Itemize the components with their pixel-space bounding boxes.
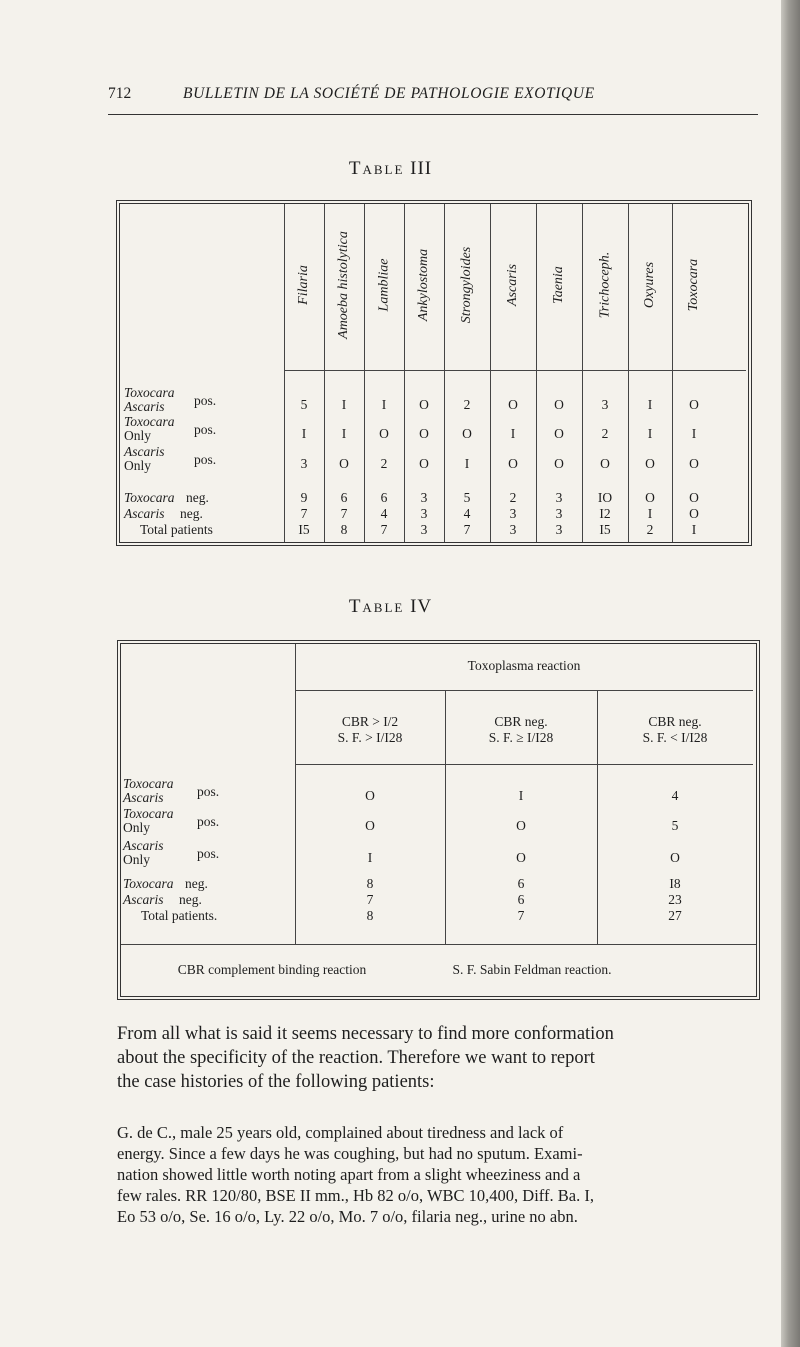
table3-cell: O	[339, 456, 349, 471]
table3-cell: I	[510, 426, 516, 441]
table3-cell: I	[647, 506, 653, 521]
table3-cell: O	[689, 506, 699, 521]
table3-col-header-text: Toxocara	[686, 258, 702, 312]
paragraph-2-line: few rales. RR 120/80, BSE II mm., Hb 82 o/o, WBC 10,400, Diff. Ba. I,	[117, 1186, 594, 1205]
table3-title	[0, 158, 781, 180]
table4-row-label-b: Only	[123, 820, 150, 835]
table3-row-label-a: Ascaris	[124, 506, 165, 521]
table3-col-header	[284, 200, 324, 370]
table3-col-header-text: Lambliae	[376, 258, 392, 312]
table3-cell: O	[379, 426, 389, 441]
table4-cell: I	[367, 850, 373, 865]
table3-col-header-text: Filaria	[295, 265, 311, 305]
table3-cell: 2	[380, 456, 388, 471]
table4-cell: 6	[517, 876, 525, 891]
table4-cell: O	[365, 818, 375, 833]
table4-cell: O	[516, 818, 526, 833]
table3-cell: 2	[601, 426, 609, 441]
paragraph-1	[117, 1022, 767, 1094]
table3-row-label-a: Ascaris	[124, 444, 165, 459]
table3-cell: I	[301, 426, 307, 441]
table3-cell: I	[647, 397, 653, 412]
table3-col-header-text: Trichoceph.	[597, 251, 612, 319]
table4-row-label-a: Toxocara	[123, 776, 174, 791]
table3-cell: I	[341, 397, 347, 412]
table3-cell: 6	[380, 490, 388, 505]
table4-row-suffix: pos.	[197, 814, 220, 829]
paragraph-2	[117, 1122, 767, 1227]
table3-cell: 9	[300, 490, 308, 505]
table3-col-header	[404, 200, 444, 370]
table3-col-header	[628, 200, 672, 370]
page-edge-shadow	[781, 0, 800, 1347]
table4-row-label-a: Ascaris	[123, 838, 164, 853]
table3-cell: O	[462, 426, 472, 441]
table4-footnote-right: S. F. Sabin Feldman reaction.	[452, 962, 612, 977]
table3-row-label-b: Ascaris	[124, 399, 165, 414]
table4-row-suffix: pos.	[197, 784, 220, 799]
table3-cell: O	[419, 397, 429, 412]
table3-cell: I	[691, 426, 697, 441]
table4-cell: 5	[671, 818, 679, 833]
table3-col-header-text: Ankylostoma	[416, 248, 432, 322]
header-rule	[108, 114, 758, 115]
table3-cell: 3	[420, 506, 428, 521]
table4-col1-line2: S. F. > I/I28	[337, 730, 403, 745]
table3-cell: 2	[646, 522, 654, 537]
table4-cell: 7	[366, 892, 374, 907]
table4-col3-line1: CBR neg.	[648, 714, 702, 729]
table3-row-suffix: pos.	[194, 422, 217, 437]
table3-cell: I	[691, 522, 697, 537]
table3-row-label-b: Only	[124, 428, 151, 443]
table3-cell: I5	[298, 522, 310, 537]
table3-cell: I5	[599, 522, 611, 537]
table4-row-label-a: Toxocara	[123, 876, 174, 891]
table4-header-rule	[295, 764, 753, 765]
table3-cell: 3	[555, 490, 563, 505]
table3-row-suffix: pos.	[194, 393, 217, 408]
table3-cell: 4	[380, 506, 388, 521]
table3-col-header-text: Taenia	[550, 266, 566, 304]
table4-cell: 8	[366, 908, 374, 923]
paragraph-2-line: G. de C., male 25 years old, complained about tiredness and lack of	[117, 1123, 564, 1142]
table4-title	[0, 596, 781, 618]
table3-row-suffix: neg.	[180, 506, 203, 521]
table3-cell: 7	[463, 522, 471, 537]
table4-cell: I8	[669, 876, 681, 891]
table4-cell: 8	[366, 876, 374, 891]
table3-cell: 8	[340, 522, 348, 537]
table-iii	[116, 200, 752, 546]
table3-cell: I	[341, 426, 347, 441]
table3-cell: O	[554, 456, 564, 471]
table4-row-suffix: Total patients.	[141, 908, 218, 923]
paragraph-1-line: From all what is said it seems necessary to find more conformation	[117, 1024, 614, 1044]
table3-row-suffix: neg.	[186, 490, 209, 505]
table4-cell: I	[518, 788, 524, 803]
table3-cell: O	[645, 490, 655, 505]
table3-cell: 7	[380, 522, 388, 537]
table4-cell: 6	[517, 892, 525, 907]
table3-row-suffix: pos.	[194, 452, 217, 467]
table4-row-suffix: pos.	[197, 846, 220, 861]
table4-footnote-left: CBR complement binding reaction	[177, 962, 367, 977]
table4-row-suffix: neg.	[185, 876, 208, 891]
table3-cell: O	[645, 456, 655, 471]
table3-col-header-text: Oxyures	[642, 261, 658, 309]
table3-col-header-text: Amoeba histolytica	[336, 231, 352, 339]
table3-cell: 3	[555, 522, 563, 537]
table3-col-header-text: Strongyloides	[459, 246, 475, 324]
table3-row-suffix: Total patients	[140, 522, 213, 537]
table3-cell: O	[508, 397, 518, 412]
page-number: 712	[108, 85, 132, 102]
table3-cell: I2	[599, 506, 611, 521]
table3-col-header	[672, 200, 716, 370]
table3-col-header	[582, 200, 628, 370]
table3-cell: 6	[340, 490, 348, 505]
table3-cell: I	[647, 426, 653, 441]
paragraph-2-line: Eo 53 o/o, Se. 16 o/o, Ly. 22 o/o, Mo. 7 o/o, filaria neg., urine no abn.	[117, 1207, 578, 1226]
table4-title-word: Table	[348, 596, 405, 617]
table3-cell: 2	[463, 397, 471, 412]
table3-cell: 3	[420, 490, 428, 505]
table3-row-label-a: Toxocara	[124, 490, 175, 505]
table3-cell: 4	[463, 506, 471, 521]
table3-cell: 7	[340, 506, 348, 521]
table4-col2-line2: S. F. ≥ I/I28	[488, 730, 554, 745]
table3-row-label-a: Toxocara	[124, 385, 175, 400]
table4-title-number: IV	[410, 596, 433, 617]
table3-cell: O	[419, 456, 429, 471]
table3-cell: O	[554, 397, 564, 412]
table3-col-header	[324, 200, 364, 370]
table4-cell: 4	[671, 788, 679, 803]
table3-cell: 3	[509, 522, 517, 537]
table-iv	[117, 640, 760, 1000]
table4-cell: 27	[668, 908, 682, 923]
table4-row-label-a: Toxocara	[123, 806, 174, 821]
table4-col2-line1: CBR neg.	[494, 714, 548, 729]
table4-cell: O	[516, 850, 526, 865]
table3-cell: 3	[420, 522, 428, 537]
table4-cell: O	[365, 788, 375, 803]
table3-col-header	[364, 200, 404, 370]
table4-group-rule	[295, 690, 753, 691]
table3-col-header-text: Ascaris	[505, 264, 520, 306]
table4-cell: 23	[668, 892, 682, 907]
table3-cell: I	[381, 397, 387, 412]
table3-cell: 5	[300, 397, 308, 412]
table3-cell: I	[464, 456, 470, 471]
table3-title-number: III	[410, 158, 433, 179]
table3-cell: O	[600, 456, 610, 471]
table3-cell: 3	[509, 506, 517, 521]
table3-col-header	[490, 200, 536, 370]
table3-row-label-b: Only	[124, 458, 151, 473]
table4-row-label-a: Ascaris	[123, 892, 164, 907]
table3-cell: 5	[463, 490, 471, 505]
table3-col-header	[536, 200, 582, 370]
table3-cell: 3	[555, 506, 563, 521]
table3-cell: 2	[509, 490, 517, 505]
table3-cell: 3	[300, 456, 308, 471]
table3-cell: O	[689, 397, 699, 412]
table4-cell: O	[670, 850, 680, 865]
table3-col-header	[444, 200, 490, 370]
table3-cell: O	[554, 426, 564, 441]
table3-cell: O	[689, 456, 699, 471]
table3-header-rule	[284, 370, 746, 371]
table4-col3-line2: S. F. < I/I28	[642, 730, 708, 745]
paragraph-1-line: about the specificity of the reaction. Therefore we want to report	[117, 1048, 595, 1068]
table3-cell: O	[689, 490, 699, 505]
table4-col1-line1: CBR > I/2	[341, 714, 399, 729]
table4-row-label-b: Only	[123, 852, 150, 867]
table3-cell: 7	[300, 506, 308, 521]
table3-cell: IO	[597, 490, 613, 505]
table4-group-header: Toxoplasma reaction	[467, 658, 581, 673]
table3-cell: O	[419, 426, 429, 441]
paragraph-1-line: the case histories of the following patients:	[117, 1072, 435, 1092]
table3-title-word: Table	[348, 158, 405, 179]
journal-title: BULLETIN DE LA SOCIÉTÉ DE PATHOLOGIE EXOTIQUE	[183, 85, 595, 102]
table4-cell: 7	[517, 908, 525, 923]
paragraph-2-line: nation showed little worth noting apart from a slight wheeziness and a	[117, 1165, 581, 1184]
table3-cell: O	[508, 456, 518, 471]
table3-cell: 3	[601, 397, 609, 412]
table4-row-suffix: neg.	[179, 892, 202, 907]
table4-footer-rule	[121, 944, 756, 945]
table3-row-label-a: Toxocara	[124, 414, 175, 429]
table4-row-label-b: Ascaris	[123, 790, 164, 805]
paragraph-2-line: energy. Since a few days he was coughing, but had no sputum. Exami-	[117, 1144, 583, 1163]
